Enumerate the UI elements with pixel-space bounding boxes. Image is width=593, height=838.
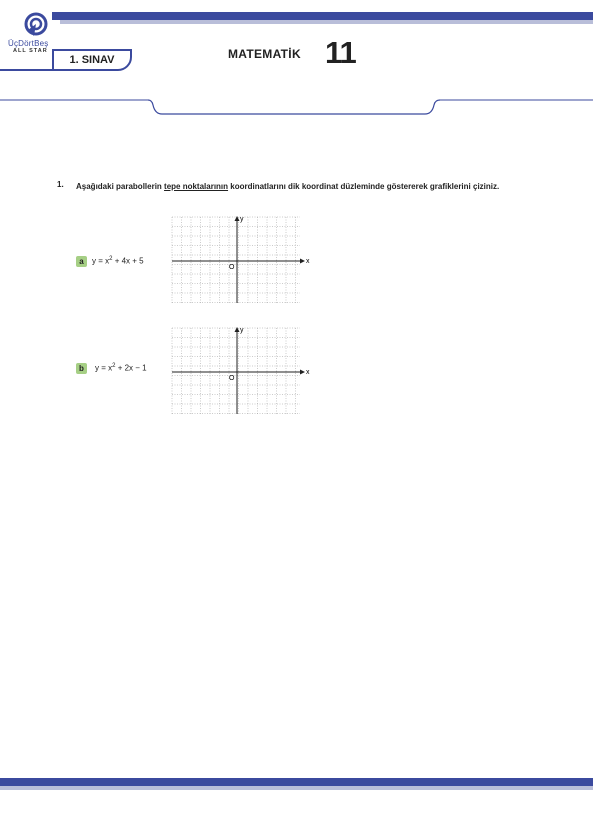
coordinate-grid-b: [170, 324, 310, 416]
question-text-part: koordinatlarını dik koordinat düzleminde göstererek grafiklerini çiziniz.: [228, 182, 500, 191]
equation-a-power: 2: [109, 256, 113, 262]
header-band: [52, 12, 593, 20]
badge-underline: [0, 69, 54, 71]
equation-a-base: y = x: [92, 256, 110, 266]
item-tag-b: b: [76, 363, 87, 374]
question-text: [76, 180, 546, 194]
origin-label: O: [229, 264, 235, 271]
coordinate-grid-a: [170, 213, 310, 305]
equation-b: [95, 363, 147, 373]
exam-badge: [52, 49, 132, 71]
header-frame: [0, 90, 593, 120]
y-axis-label: y: [240, 327, 244, 334]
exam-label: 1. SINAV: [69, 54, 115, 66]
x-axis-label: x: [306, 369, 310, 376]
question-text-part: Aşağıdaki parabollerin: [76, 182, 165, 191]
equation-b-rest: + 2x − 1: [115, 363, 147, 373]
equation-a: [92, 256, 144, 266]
brand-name: ÜçDörtBeş: [8, 39, 49, 48]
x-axis-arrow-icon: [300, 370, 305, 375]
x-axis-label: x: [306, 258, 310, 265]
question-text-underlined: tepe noktalarının: [164, 182, 229, 191]
equation-b-power: 2: [112, 363, 116, 369]
x-axis-arrow-icon: [300, 259, 305, 264]
header-band-light: [60, 20, 593, 24]
brand-subtitle: ALL STAR: [13, 48, 48, 54]
equation-a-rest: + 4x + 5: [112, 256, 144, 266]
y-axis-label: y: [240, 216, 244, 223]
equation-b-base: y = x: [95, 363, 113, 373]
origin-label: O: [229, 375, 235, 382]
question-number: 1.: [57, 180, 64, 189]
item-tag-a: a: [76, 256, 87, 267]
footer-band: [0, 778, 593, 786]
grade-number: 11: [325, 35, 356, 70]
footer-band-light: [0, 786, 593, 790]
subject-title: MATEMATİK: [228, 47, 301, 61]
